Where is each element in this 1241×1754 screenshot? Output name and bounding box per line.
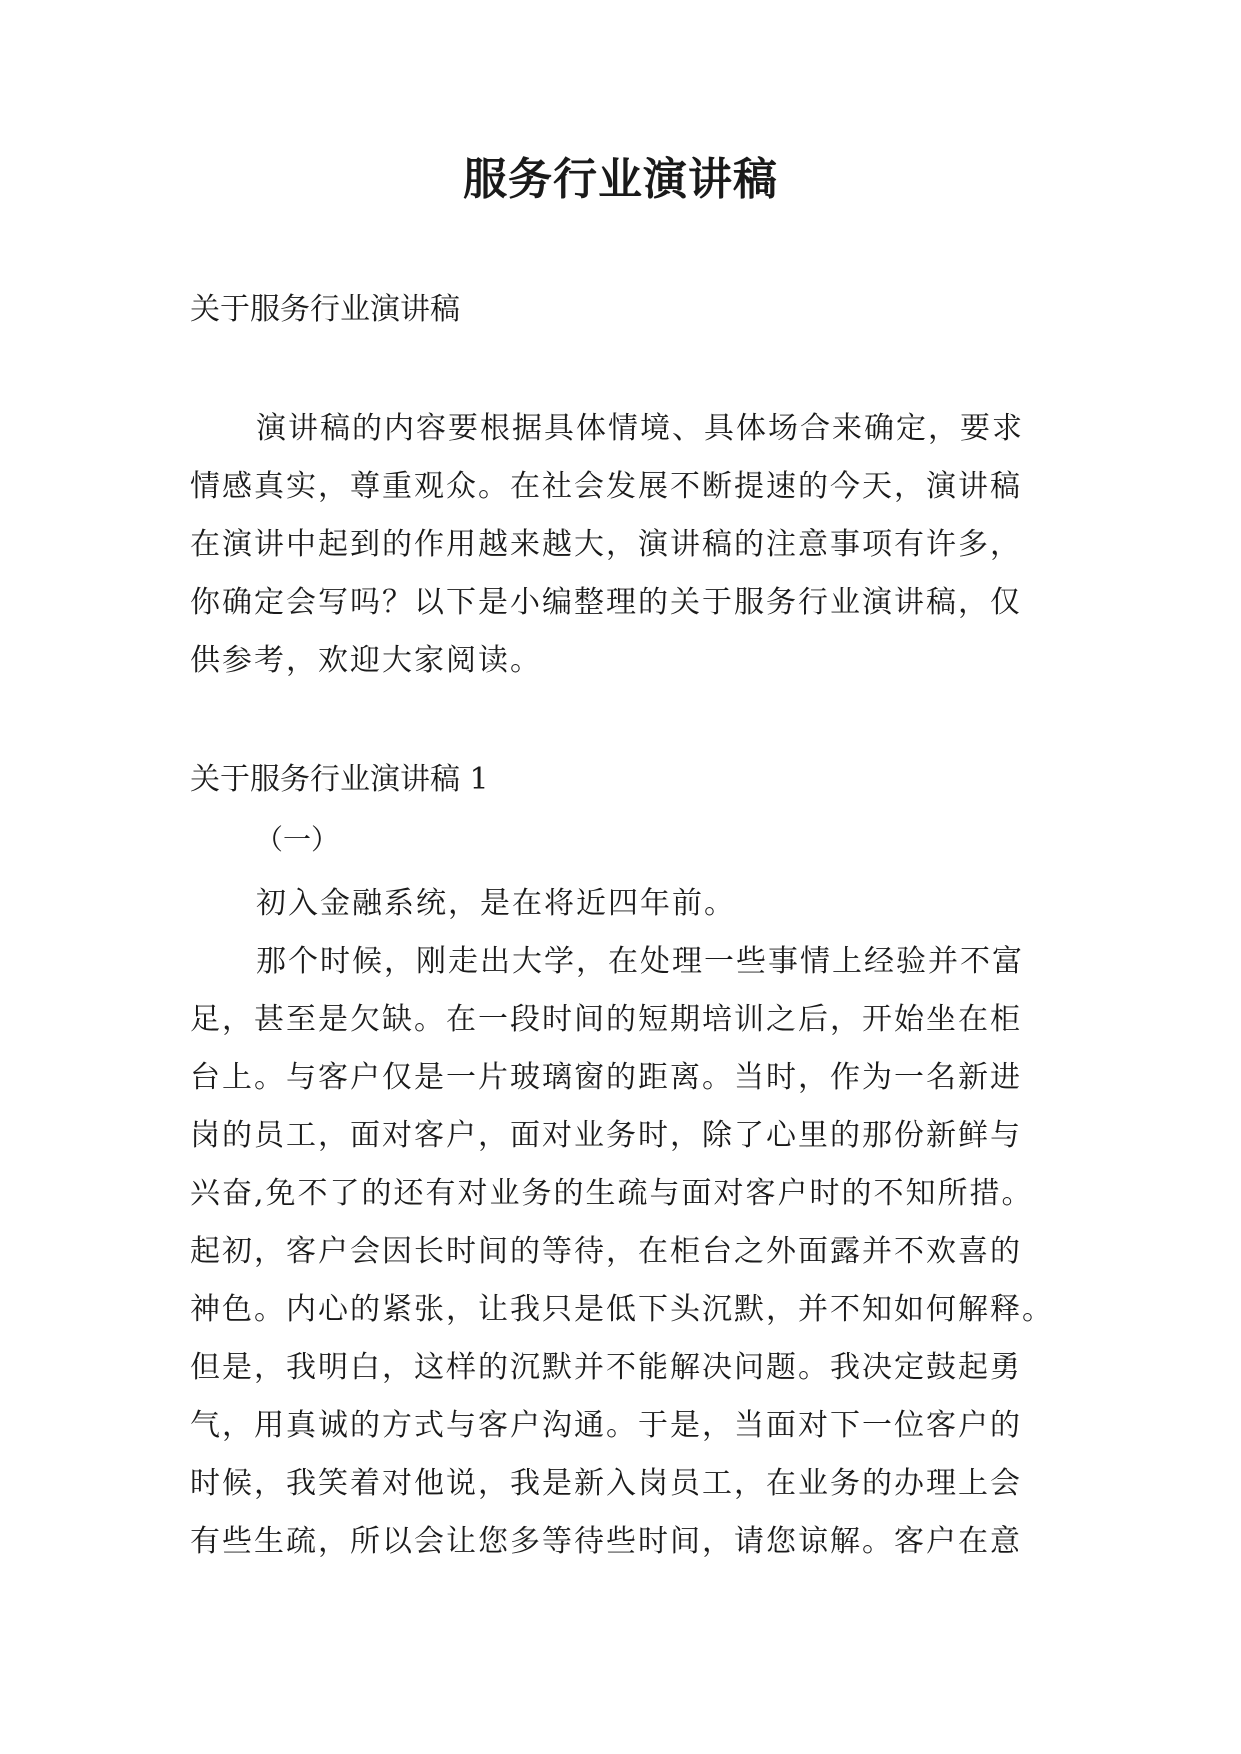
document-title: 服务行业演讲稿 — [463, 154, 778, 205]
intro-paragraph — [190, 400, 1060, 690]
paragraph-line: 台上。与客户仅是一片玻璃窗的距离。当时，作为一名新进 — [190, 1060, 1022, 1095]
sub-section-marker: （一） — [255, 823, 340, 856]
document-subtitle: 关于服务行业演讲稿 — [190, 292, 460, 327]
paragraph-line: 初入金融系统，是在将近四年前。 — [256, 886, 736, 921]
paragraph-line: 但是，我明白，这样的沉默并不能解决问题。我决定鼓起勇 — [190, 1350, 1022, 1385]
paragraph-line: 神色。内心的紧张，让我只是低下头沉默，并不知如何解释。 — [190, 1292, 1054, 1327]
intro-line: 供参考，欢迎大家阅读。 — [190, 643, 542, 678]
intro-line: 你确定会写吗？以下是小编整理的关于服务行业演讲稿，仅 — [190, 585, 1022, 620]
paragraph-line: 兴奋,免不了的还有对业务的生疏与面对客户时的不知所措。 — [190, 1176, 1034, 1211]
paragraph-line: 岗的员工，面对客户，面对业务时，除了心里的那份新鲜与 — [190, 1118, 1022, 1153]
intro-line: 在演讲中起到的作用越来越大，演讲稿的注意事项有许多， — [190, 527, 1022, 562]
body-paragraphs — [190, 875, 1060, 1571]
paragraph-line: 时候，我笑着对他说，我是新入岗员工，在业务的办理上会 — [190, 1466, 1022, 1501]
paragraph-line: 起初，客户会因长时间的等待，在柜台之外面露并不欢喜的 — [190, 1234, 1022, 1269]
section-heading: 关于服务行业演讲稿 1 — [190, 762, 489, 797]
paragraph-line: 有些生疏，所以会让您多等待些时间，请您谅解。客户在意 — [190, 1524, 1022, 1559]
intro-line: 演讲稿的内容要根据具体情境、具体场合来确定，要求 — [256, 411, 1024, 446]
paragraph-line: 足，甚至是欠缺。在一段时间的短期培训之后，开始坐在柜 — [190, 1002, 1022, 1037]
paragraph-line: 气，用真诚的方式与客户沟通。于是，当面对下一位客户的 — [190, 1408, 1022, 1443]
paragraph-line: 那个时候，刚走出大学，在处理一些事情上经验并不富 — [256, 944, 1024, 979]
intro-line: 情感真实，尊重观众。在社会发展不断提速的今天，演讲稿 — [190, 469, 1022, 504]
